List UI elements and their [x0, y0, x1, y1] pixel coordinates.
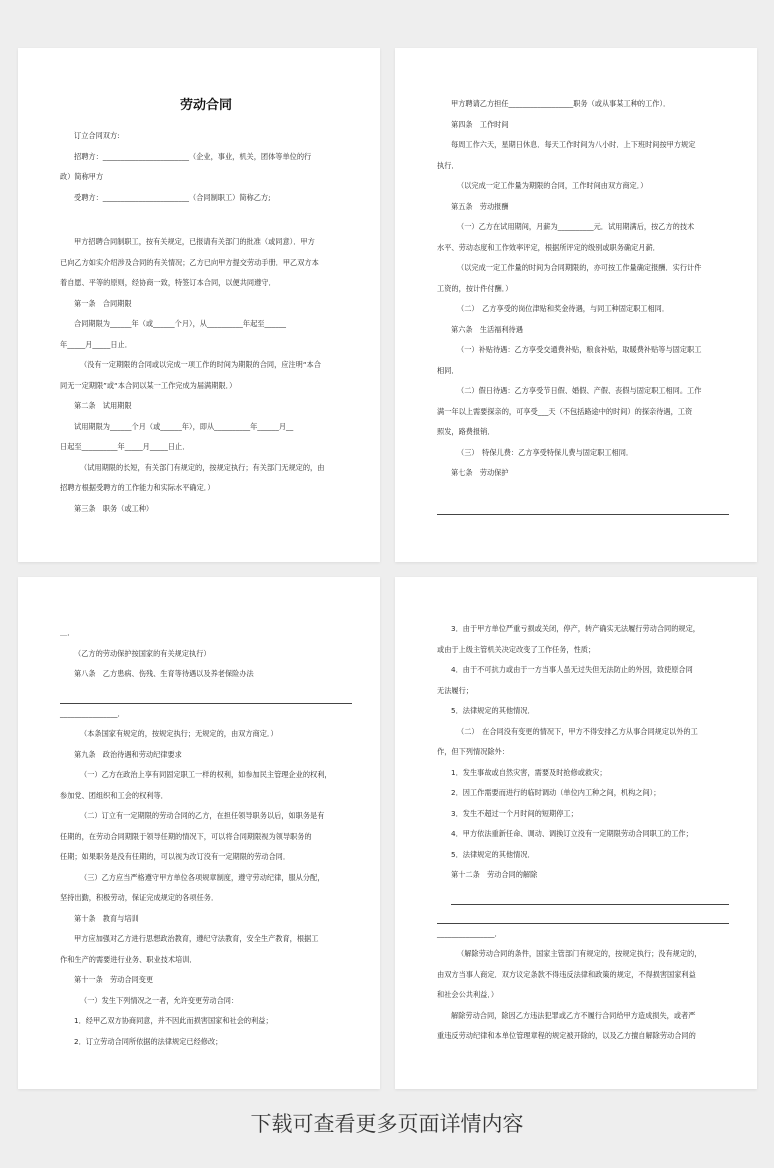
text-line: 受聘方：________________________（合同制职工）简称乙方;	[74, 192, 271, 202]
text-line: 日起至__________年_____月_____日止．	[60, 442, 190, 451]
text-line: 满一年以上需要探亲的，可享受___天（不包括路途中的时间）的探亲待遇，工资	[437, 406, 693, 416]
blank-fill-line	[60, 685, 352, 704]
text-line: 4．甲方依法重新任命、调动、调换订立没有一定期限劳动合同职工的工作；	[451, 829, 693, 838]
section-heading: 第四条 工作时间	[451, 119, 509, 129]
text-line: 和社会公共利益．）	[437, 990, 499, 999]
text-line: 作和生产的需要进行业务、职业技术培训．	[60, 954, 197, 964]
text-line: （以完成一定工作量的时间为合同期限的，亦可按工作量确定报酬．实行计件	[457, 263, 702, 272]
spacer	[60, 220, 352, 232]
text-line: （乙方的劳动保护按国家的有关规定执行）	[74, 648, 211, 658]
document-title: 劳动合同	[179, 98, 232, 113]
document-page-3	[18, 577, 380, 1089]
text-line: （二）订立有一定期限的劳动合同的乙方，在担任领导职务以后，如职务是有	[80, 811, 325, 820]
section-heading: 第八条 乙方患病、伤残、生育等待遇以及养老保险办法	[74, 669, 254, 678]
text-line: 甲方聘请乙方担任__________________职务（或从事某工种的工作）．	[451, 99, 671, 108]
text-line: 招聘方：________________________（企业，事业，机关，团体等单位的行	[74, 151, 312, 161]
text-line: 水平、劳动态度和工作效率评定，根据所评定的级别或职务确定月薪．	[437, 242, 660, 252]
text-line: 订立合同双方:	[74, 131, 120, 140]
text-line: （一）发生下列情况之一者，允许变更劳动合同：	[80, 995, 239, 1005]
text-line: 无法履行；	[437, 685, 473, 695]
text-line: 相同．	[437, 365, 459, 375]
text-line: 3．由于甲方单位严重亏损或关闭，停产，转产确实无法履行劳动合同的规定，	[451, 624, 700, 633]
text-line: 5．法律规定的其他情况．	[451, 849, 535, 859]
text-line: （试用期限的长短，有关部门有规定的，按规定执行；有关部门无规定的，由	[80, 462, 325, 472]
section-heading: 第三条 职务（或工种）	[74, 503, 154, 513]
text-line: （解除劳动合同的条件，国家主管部门有规定的，按规定执行；没有规定的，	[457, 949, 702, 958]
section-heading: 第一条 合同期限	[74, 298, 132, 308]
text-line: 甲方招聘合同制职工，按有关规定，已报请有关部门的批准（或同意）．甲方	[74, 237, 315, 246]
spacer	[60, 208, 352, 220]
document-page-1	[18, 48, 380, 562]
text-line: （没有一定期限的合同或以完成一项工作的时间为期限的合同，应注明“本合	[80, 360, 321, 369]
blank-fill-line	[451, 886, 729, 905]
text-line: （一）乙方在试用期间，月薪为__________元．试用期满后，按乙方的技术	[457, 222, 695, 231]
more-pages-caption: 下载可查看更多页面详情内容	[250, 1112, 524, 1136]
text-line: 甲方应加强对乙方进行思想政治教育，遵纪守法教育，安全生产教育，根据工	[74, 934, 319, 943]
text-line: 或由于上级主管机关决定改变了工作任务，性质；	[437, 644, 596, 654]
text-line: 坚持出勤，积极劳动，保证完成规定的各项任务．	[60, 893, 219, 902]
text-line: 作，但下列情况除外：	[437, 747, 509, 756]
text-line: 执行．	[437, 160, 459, 170]
spacer	[437, 484, 729, 496]
text-line: （二）假日待遇：乙方享受节日假、婚假、产假、丧假与固定职工相同。工作	[457, 386, 702, 395]
text-line: （三） 特保儿费：乙方享受特保儿费与固定职工相同．	[457, 447, 634, 457]
section-heading: 第七条 劳动保护	[451, 468, 509, 477]
text-line: 2．因工作需要而进行的临时调动（单位内工种之间，机构之间）；	[451, 788, 661, 797]
blank-fill-line	[437, 905, 729, 924]
text-line: 每周工作六天，星期日休息．每天工作时间为八小时．上下班时间按甲方规定	[451, 140, 696, 149]
text-line: 已向乙方如实介绍涉及合同的有关情况；乙方已向甲方提交劳动手册．甲乙双方本	[60, 257, 319, 267]
text-line: 5．法律规定的其他情况．	[451, 706, 535, 715]
text-line: 任期；如果职务是没有任期的，可以视为改订没有一定期限的劳动合同．	[60, 852, 291, 861]
text-line: ＿．	[60, 628, 75, 637]
blank-fill-line	[437, 496, 729, 515]
document-page-4	[395, 577, 757, 1089]
section-heading: 第十二条 劳动合同的解除	[451, 870, 538, 879]
document-page-2	[395, 48, 757, 562]
text-line: 3．发生不超过一个月时间的短期停工；	[451, 808, 578, 818]
text-line: 政）简称甲方	[60, 172, 104, 181]
section-heading: 第二条 试用期限	[74, 401, 132, 410]
section-heading: 第九条 政治待遇和劳动纪律要求	[74, 749, 182, 759]
text-line: 2．订立劳动合同所依据的法律规定已经修改；	[74, 1036, 223, 1046]
text-line: 任期的，在劳动合同期限于领导任期的情况下，可以将合同期限视为领导职务的	[60, 831, 312, 841]
text-line: 参加党、团组织和工会的权利等．	[60, 790, 168, 800]
text-line: （一）乙方在政治上享有同固定职工一样的权利，如参加民主管理企业的权利，	[80, 770, 332, 779]
text-line: 由双方当事人商定．双方议定条款不得违反法律和政策的规定，不得损害国家利益	[437, 969, 696, 979]
text-line: （二） 在合同没有变更的情况下，甲方不得安排乙方从事合同规定以外的工	[457, 726, 698, 736]
text-line: 解除劳动合同，除因乙方违法犯罪或乙方不履行合同给甲方造成损失，或者严	[451, 1010, 696, 1020]
text-line: 同无一定期限”或“本合同以某一工作完成为届满期限．）	[60, 380, 237, 390]
text-line: 年_____月_____日止．	[60, 339, 132, 349]
text-line: 重违反劳动纪律和本单位管理章程的规定被开除的，以及乙方擅自解除劳动合同的	[437, 1031, 696, 1040]
text-line: 招聘方根据受聘方的工作能力和实际水平确定．）	[60, 483, 215, 492]
text-line: ________________．	[60, 708, 125, 718]
text-line: 1．发生事故或自然灾害，需要及时抢修或救灾；	[451, 767, 607, 777]
section-heading: 第十条 教育与培训	[74, 913, 139, 923]
text-line: 试用期限为______个月（或______年），即从__________年______月__	[74, 421, 294, 431]
section-heading: 第六条 生活福利待遇	[451, 324, 523, 334]
text-line: 合同期限为______年（或______个月），从__________年起至______	[74, 319, 287, 328]
text-line: 工资的，按计件付酬．）	[437, 283, 513, 293]
text-line: ________________．	[437, 928, 502, 938]
text-line: （以完成一定工作量为期限的合同，工作时间由双方商定．）	[457, 181, 648, 190]
text-line: （本条国家有规定的，按规定执行；无规定的，由双方商定．）	[80, 729, 278, 738]
section-heading: 第十一条 劳动合同变更	[74, 975, 154, 984]
text-line: 着自愿、平等的原则，经协商一致，特签订本合同，以便共同遵守．	[60, 278, 276, 287]
section-heading: 第五条 劳动报酬	[451, 201, 509, 211]
text-line: 4．由于不可抗力或由于一方当事人虽无过失但无法防止的外因，致使原合同	[451, 665, 693, 674]
text-line: （三）乙方应当严格遵守甲方单位各项规章制度，遵守劳动纪律，服从分配，	[80, 872, 325, 882]
text-line: （二） 乙方享受的岗位津贴和奖金待遇，与同工种固定职工相同．	[457, 304, 670, 313]
text-line: （一）补贴待遇：乙方享受交通费补贴，粮食补贴，取暖费补贴等与固定职工	[457, 345, 702, 354]
text-line: 照发，路费报销．	[437, 427, 495, 436]
text-line: 1．经甲乙双方协商同意，并不因此而损害国家和社会的利益；	[74, 1016, 273, 1025]
